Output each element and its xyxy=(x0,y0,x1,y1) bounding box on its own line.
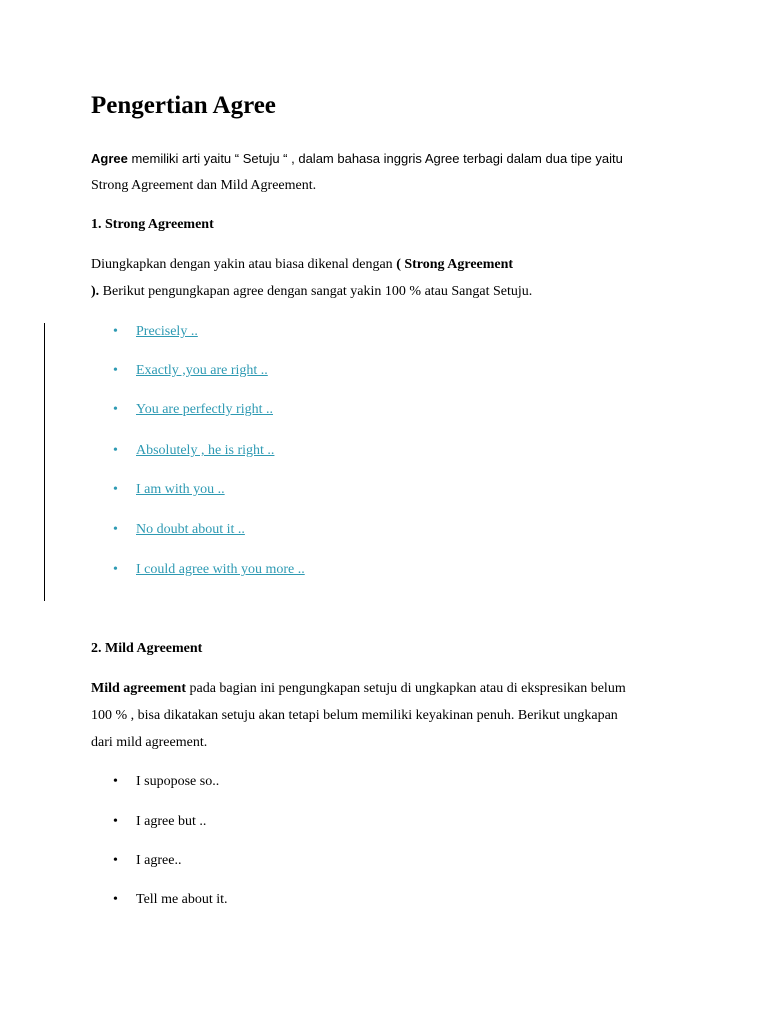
bullet-icon: • xyxy=(113,402,118,417)
strong-list-item[interactable] xyxy=(113,323,198,341)
bullet-icon: • xyxy=(113,363,118,378)
intro-line-1-text: memiliki arti yaitu “ Setuju “ , dalam bahasa inggris Agree terbagi dalam dua tipe yaitu xyxy=(127,151,623,166)
strong-desc-bold: ( Strong Agreement xyxy=(396,257,514,272)
strong-list-item[interactable] xyxy=(113,481,225,499)
mild-desc-line-2: 100 % , bisa dikatakan setuju akan tetapi belum memiliki keyakinan penuh. Berikut ungkapan xyxy=(91,708,618,723)
bullet-icon: • xyxy=(113,814,118,829)
strong-item-text: Exactly ,you are right .. xyxy=(136,363,268,378)
mild-list-item xyxy=(113,891,228,909)
mild-item-text: I supopose so.. xyxy=(136,774,220,789)
strong-list-item[interactable] xyxy=(113,521,245,539)
mild-desc-bold: Mild agreement xyxy=(91,681,186,696)
bullet-icon: • xyxy=(113,853,118,868)
intro-bold-term: Agree xyxy=(91,151,128,166)
mild-list-item xyxy=(113,813,206,831)
strong-desc-line-2 xyxy=(91,283,532,301)
strong-list-item[interactable] xyxy=(113,401,273,419)
strong-desc-line-1 xyxy=(91,256,513,274)
intro-line-2: Strong Agreement dan Mild Agreement. xyxy=(91,178,317,193)
bullet-icon: • xyxy=(113,562,118,577)
bullet-icon: • xyxy=(113,443,118,458)
strong-heading: 1. Strong Agreement xyxy=(91,217,214,232)
bullet-icon: • xyxy=(113,324,118,339)
revision-change-bar xyxy=(44,323,45,601)
mild-item-text: Tell me about it. xyxy=(136,892,228,907)
mild-heading: 2. Mild Agreement xyxy=(91,641,203,656)
strong-desc-text: Diungkapkan dengan yakin atau biasa dikenal dengan xyxy=(91,257,397,272)
bullet-icon: • xyxy=(113,522,118,537)
mild-item-text: I agree.. xyxy=(136,853,182,868)
strong-desc-text-2: Berikut pengungkapan agree dengan sangat yakin 100 % atau Sangat Setuju. xyxy=(99,284,533,299)
mild-desc-line-1 xyxy=(91,680,626,698)
mild-list-item xyxy=(113,852,181,870)
mild-desc-line-3: dari mild agreement. xyxy=(91,735,208,750)
strong-list-item[interactable] xyxy=(113,561,305,579)
page-title: Pengertian Agree xyxy=(91,92,276,119)
mild-item-text: I agree but .. xyxy=(136,814,207,829)
strong-item-text: No doubt about it .. xyxy=(136,522,245,537)
intro-line-1 xyxy=(91,150,623,168)
strong-item-text: I am with you .. xyxy=(136,482,225,497)
strong-item-text: I could agree with you more .. xyxy=(136,562,305,577)
strong-list-item[interactable] xyxy=(113,442,274,460)
bullet-icon: • xyxy=(113,892,118,907)
mild-desc-text-1: pada bagian ini pengungkapan setuju di ungkapkan atau di ekspresikan belum xyxy=(186,681,626,696)
strong-desc-bold-close: ). xyxy=(91,284,100,299)
mild-list-item xyxy=(113,773,219,791)
strong-item-text: Absolutely , he is right .. xyxy=(136,443,275,458)
bullet-icon: • xyxy=(113,482,118,497)
strong-item-text: You are perfectly right .. xyxy=(136,402,273,417)
strong-item-text: Precisely .. xyxy=(136,324,198,339)
bullet-icon: • xyxy=(113,774,118,789)
strong-list-item[interactable] xyxy=(113,362,268,380)
